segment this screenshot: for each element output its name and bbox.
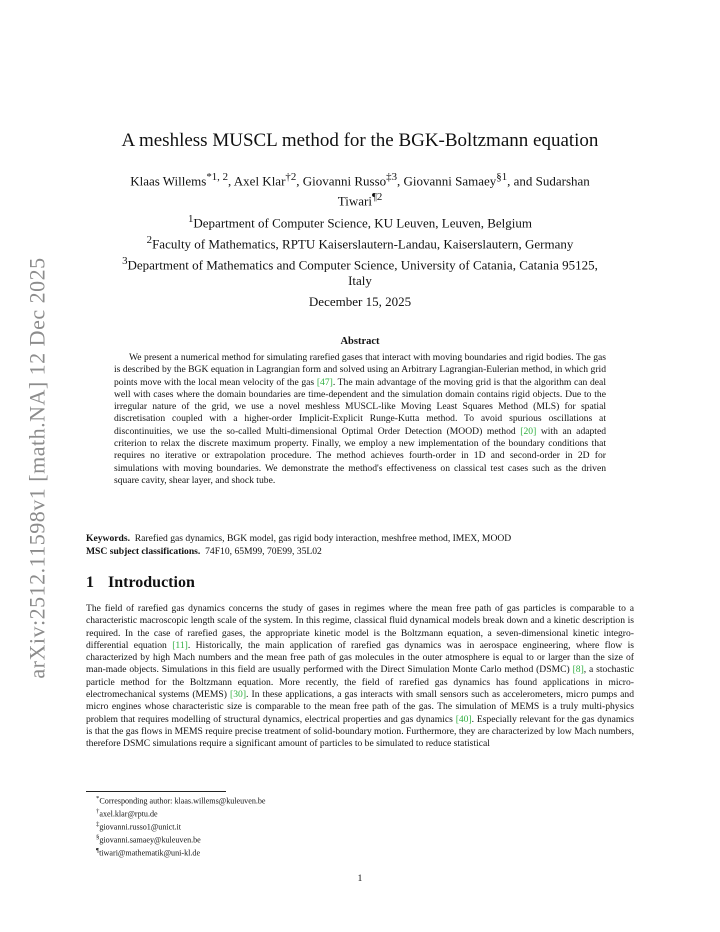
author-name: Giovanni Samaey — [403, 173, 497, 189]
affiliation-mark: 2 — [146, 233, 153, 246]
author-affiliation-mark: §1 — [496, 171, 508, 183]
footnote — [86, 807, 634, 820]
author-affiliation-mark: ‡3 — [386, 171, 397, 183]
footnote-mark: § — [96, 833, 100, 841]
footnote-mark: ‡ — [96, 820, 100, 828]
section-title: Introduction — [108, 574, 195, 591]
body-text: . In these applications, a gas interacts with small sensors such as accelerometers, micro pumps and micro engines whose characteristic size is comparable to the mean free path of the gas. The simulation of MEMS is a truly multi-physics problem that requires modelling of structural dynamics, electrical properties and gas dynamics — [86, 689, 634, 725]
author-name: Klaas Willems — [130, 173, 207, 189]
footnote-text: giovanni.samaey@kuleuven.be — [99, 835, 201, 845]
section-number: 1 — [86, 574, 94, 591]
citation-link[interactable]: [30] — [230, 689, 247, 701]
footnote-text: giovanni.russo1@unict.it — [99, 822, 182, 832]
introduction-paragraph — [86, 603, 634, 751]
affiliation-line — [86, 211, 634, 232]
citation-link[interactable]: [20] — [520, 425, 537, 437]
affiliation-text: Faculty of Mathematics, RPTU Kaiserslautern-Landau, Kaiserslautern, Germany — [152, 236, 574, 252]
footnote-divider — [86, 791, 226, 792]
affiliation-line — [86, 273, 634, 290]
footnote-list — [86, 794, 634, 859]
author-name: Tiwari — [337, 193, 372, 209]
paper-title: A meshless MUSCL method for the BGK-Boltzmann equation — [121, 130, 599, 151]
body-text: , a stochastic particle method for the Boltzmann equation. More recently, the field of rarefied gas dynamics has found applications in micro-electromechanical systems (MEMS) — [86, 664, 634, 701]
citation-link[interactable]: [47] — [316, 376, 333, 388]
footnote-text: Corresponding author: klaas.willems@kuleuven.be — [99, 796, 266, 806]
abstract-body — [114, 352, 606, 487]
author-list: Klaas Willems$^{*1, 2}$, Axel Klar$^{\dagger 2}$, Giovanni Russo$^{\ddagger 3}$, Giovanni Samaey$^{\S 1}$, and Sudarshan Tiwari$^{\P 2}$ — [130, 171, 590, 209]
footnote-mark: ¶ — [96, 846, 100, 854]
keywords-text: Rarefied gas dynamics, BGK model, gas rigid body interaction, meshfree method, IMEX, MOOD — [134, 533, 512, 544]
abstract-text: with an adapted criterion to relax the discrete maximum property. Finally, we employ a new implementation of the boundary conditions that requires no iterative or extrapolation procedure. The method achieves fourth-order in 1D and second-order in 2D for simulations with moving boundaries. We demonstrate the method's effectiveness on classical test cases such as the driven square cavity, shear layer, and shock tube. — [114, 425, 607, 486]
footnote — [86, 846, 634, 859]
affiliation-mark: 1 — [187, 213, 194, 225]
footnote — [86, 833, 634, 846]
body-text: The field of rarefied gas dynamics concerns the study of gases in regimes where the mean free path of gas particles is comparable to a characteristic macroscopic length scale of the system. In this regime, classical fluid dynamical models break down and a kinetic description is required. In the case of rarefied gases, the appropriate kinetic model is the Boltzmann equation, a seven-dimensional kinetic integro-differential equation — [86, 603, 634, 651]
author-name: Giovanni Russo — [302, 173, 387, 189]
affiliation-list — [86, 211, 634, 290]
author-affiliation-mark: ¶2 — [371, 191, 383, 204]
citation-link[interactable]: [40] — [455, 713, 472, 725]
affiliation-line — [86, 253, 634, 274]
msc-text: 74F10, 65M99, 70E99, 35L02 — [205, 545, 322, 557]
affiliation-text: Department of Computer Science, KU Leuven, Leuven, Belgium — [193, 215, 533, 231]
affiliation-text: Italy — [348, 273, 372, 289]
body-text: . Especially relevant for the gas dynamics is that the gas flows in MEMS require precise treatment of solid-boundary motion. Furthermore, they are characterized by low Mach numbers, therefore DSMC simulations require a significant amount of particles to be simulated to reduce statistical — [86, 713, 634, 750]
abstract-heading: Abstract — [340, 336, 380, 347]
body-text: . Historically, the main application of rarefied gas dynamics was in aerospace engineering, where flow is characterized by high Mach numbers and the mean free path of gas molecules in the outer atmosphere is equal to or larger than the size of man-made objects. Simulations in this field are usually performed with the Direct Simulation Monte Carlo method (DSMC) — [86, 639, 635, 676]
affiliation-mark: 3 — [122, 254, 128, 267]
affiliation-text: Department of Mathematics and Computer Science, University of Catania, Catania 95125, — [127, 256, 598, 272]
author-conjunction: and Sudarshan — [513, 173, 590, 189]
footnote-mark: * — [96, 795, 100, 802]
page-number: 1 — [357, 873, 363, 884]
footnote-text: tiwari@mathematik@uni-kl.de — [99, 848, 201, 858]
author-affiliation-mark: †2 — [285, 171, 297, 183]
publication-date: December 15, 2025 — [308, 294, 412, 309]
footnote — [86, 820, 634, 833]
arxiv-identifier-text: arXiv:2512.11598v1 [math.NA] 12 Dec 2025 — [25, 257, 51, 679]
keywords-label: Keywords. — [86, 533, 130, 544]
footnote — [86, 794, 634, 807]
msc-line — [86, 546, 634, 559]
arxiv-identifier-stamp — [18, 248, 58, 688]
footnote-text: axel.klar@rptu.de — [99, 809, 158, 819]
msc-label: MSC subject classifications. — [86, 545, 201, 557]
author-name: Axel Klar — [233, 173, 286, 189]
footnote-mark: † — [96, 807, 100, 815]
keywords-block — [86, 533, 634, 558]
abstract-text: We present a numerical method for simulating rarefied gases that interact with moving boundaries and rigid bodies. The gas is described by the BGK equation in Lagrangian form and solved using an Arbitrary Lagrangian-Eulerian method, in which grid points move with the local mean velocity of the gas — [114, 352, 606, 388]
abstract-text: . The main advantage of the moving grid is that the algorithm can deal well with cases where the domain boundaries are time-dependent and the simulation domain contains rigid objects. Due to the irregular nature of the grid, we use a novel meshless MUSCL-like Moving Least Squares Method (MLS) for spatial discretisation coupled with a higher-order Implicit-Explicit Runge-Kutta method. To avoid spurious oscillations at discontinuities, we use the so-called Multi-dimensional Optimal Order Detection (MOOD) method — [114, 376, 606, 437]
citation-link[interactable]: [8] — [572, 664, 584, 676]
section-heading — [86, 574, 195, 592]
citation-link[interactable]: [11] — [172, 639, 188, 651]
author-affiliation-mark: *1, 2 — [206, 171, 228, 183]
keywords-line — [86, 533, 634, 546]
affiliation-line — [86, 232, 634, 253]
